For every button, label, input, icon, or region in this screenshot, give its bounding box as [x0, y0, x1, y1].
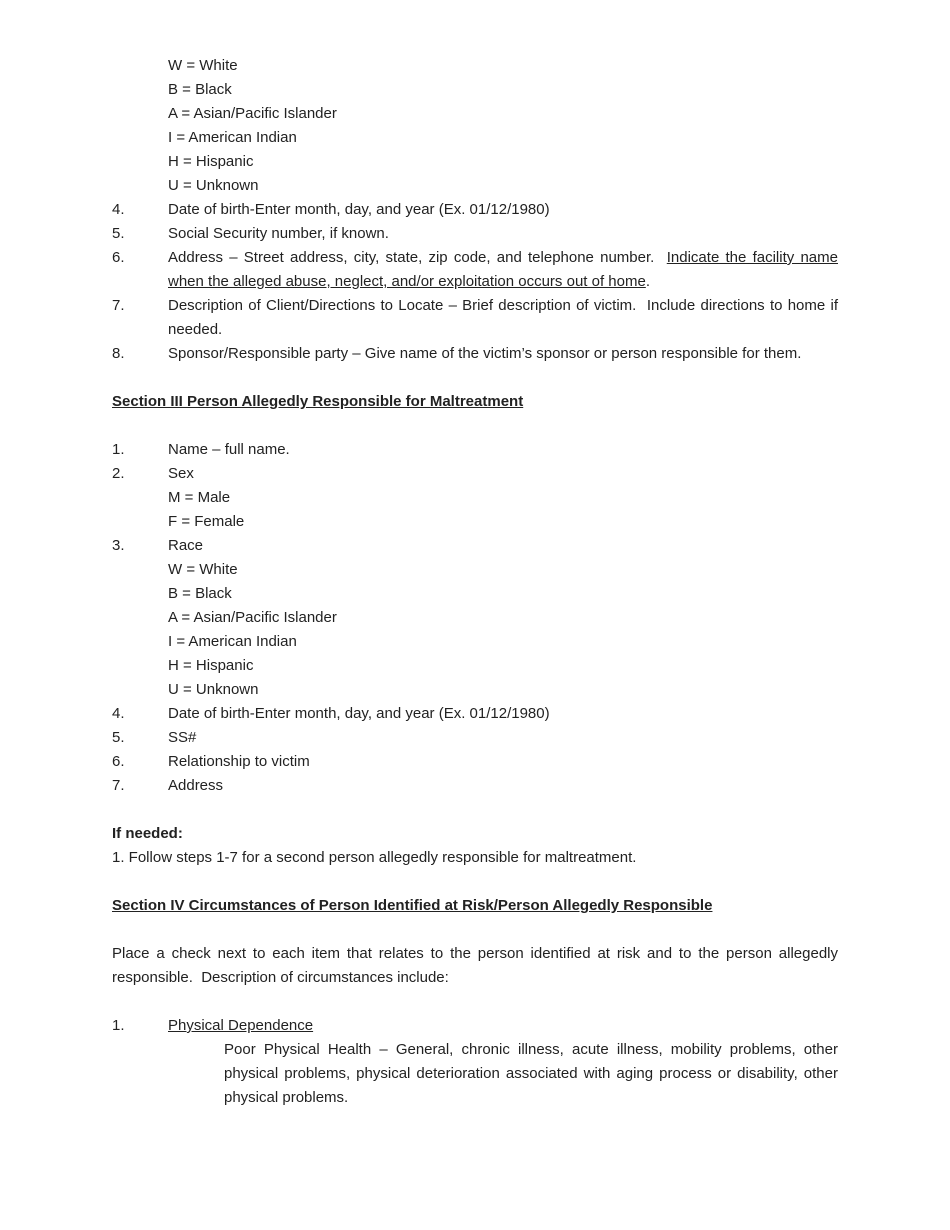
race-asian: A = Asian/Pacific Islander — [168, 609, 337, 626]
item-race: Race — [168, 537, 204, 554]
item-number: 4. — [112, 705, 125, 722]
item-number: 1. — [112, 1017, 125, 1034]
race-american-indian: I = American Indian — [168, 129, 297, 146]
item-address-text: Address – Street address, city, state, zip code, and telephone number. — [168, 249, 667, 266]
item-number: 7. — [112, 297, 125, 314]
sub-item-poor-physical-health: Poor Physical Health – General, chronic illness, acute illness, mobility problems, other physical problems, physical deterioration associated with aging process or disability, other physical problems. — [224, 1041, 838, 1106]
item-number: 7. — [112, 777, 125, 794]
race-black: B = Black — [168, 585, 232, 602]
sex-male: M = Male — [168, 489, 231, 506]
item-number: 3. — [112, 537, 125, 554]
item-number: 6. — [112, 249, 125, 266]
if-needed-heading: If needed: — [112, 825, 183, 842]
item-physical-dependence: Physical Dependence — [168, 1017, 314, 1034]
race-unknown: U = Unknown — [168, 681, 259, 698]
item-address-end: . — [645, 273, 650, 290]
race-asian: A = Asian/Pacific Islander — [168, 105, 337, 122]
section-3-heading: Section III Person Allegedly Responsible for Maltreatment — [112, 393, 524, 410]
sex-female: F = Female — [168, 513, 245, 530]
item-address: Address — [168, 777, 224, 794]
section-4-heading: Section IV Circumstances of Person Identified at Risk/Person Allegedly Responsible — [112, 897, 713, 914]
section-4-intro: Place a check next to each item that relates to the person identified at risk and to the person allegedly responsible. Description of circumstances include: — [112, 945, 843, 986]
item-number: 2. — [112, 465, 125, 482]
race-american-indian: I = American Indian — [168, 633, 297, 650]
item-address-facility-note: Indicate the facility name when the alleged abuse, neglect, and/or exploitation occurs out of home — [168, 249, 838, 290]
item-dob: Date of birth-Enter month, day, and year (Ex. 01/12/1980) — [168, 201, 550, 218]
item-dob: Date of birth-Enter month, day, and year (Ex. 01/12/1980) — [168, 705, 550, 722]
item-name: Name – full name. — [168, 441, 290, 458]
item-number: 4. — [112, 201, 125, 218]
race-unknown: U = Unknown — [168, 177, 259, 194]
item-ssn: Social Security number, if known. — [168, 225, 389, 242]
item-number: 5. — [112, 225, 125, 242]
item-sponsor: Sponsor/Responsible party – Give name of the victim’s sponsor or person responsible for them. — [168, 345, 802, 362]
if-needed-text: 1. Follow steps 1-7 for a second person allegedly responsible for maltreatment. — [112, 849, 637, 866]
item-number: 8. — [112, 345, 125, 362]
item-number: 1. — [112, 441, 125, 458]
item-number: 5. — [112, 729, 125, 746]
race-white: W = White — [168, 561, 238, 578]
item-address — [168, 246, 838, 294]
item-ssn: SS# — [168, 729, 197, 746]
item-relationship: Relationship to victim — [168, 753, 310, 770]
race-hispanic: H = Hispanic — [168, 153, 254, 170]
race-white: W = White — [168, 57, 238, 74]
race-black: B = Black — [168, 81, 232, 98]
item-sex: Sex — [168, 465, 194, 482]
race-hispanic: H = Hispanic — [168, 657, 254, 674]
item-number: 6. — [112, 753, 125, 770]
item-description: Description of Client/Directions to Locate – Brief description of victim. Include directions to home if needed. — [168, 297, 843, 338]
